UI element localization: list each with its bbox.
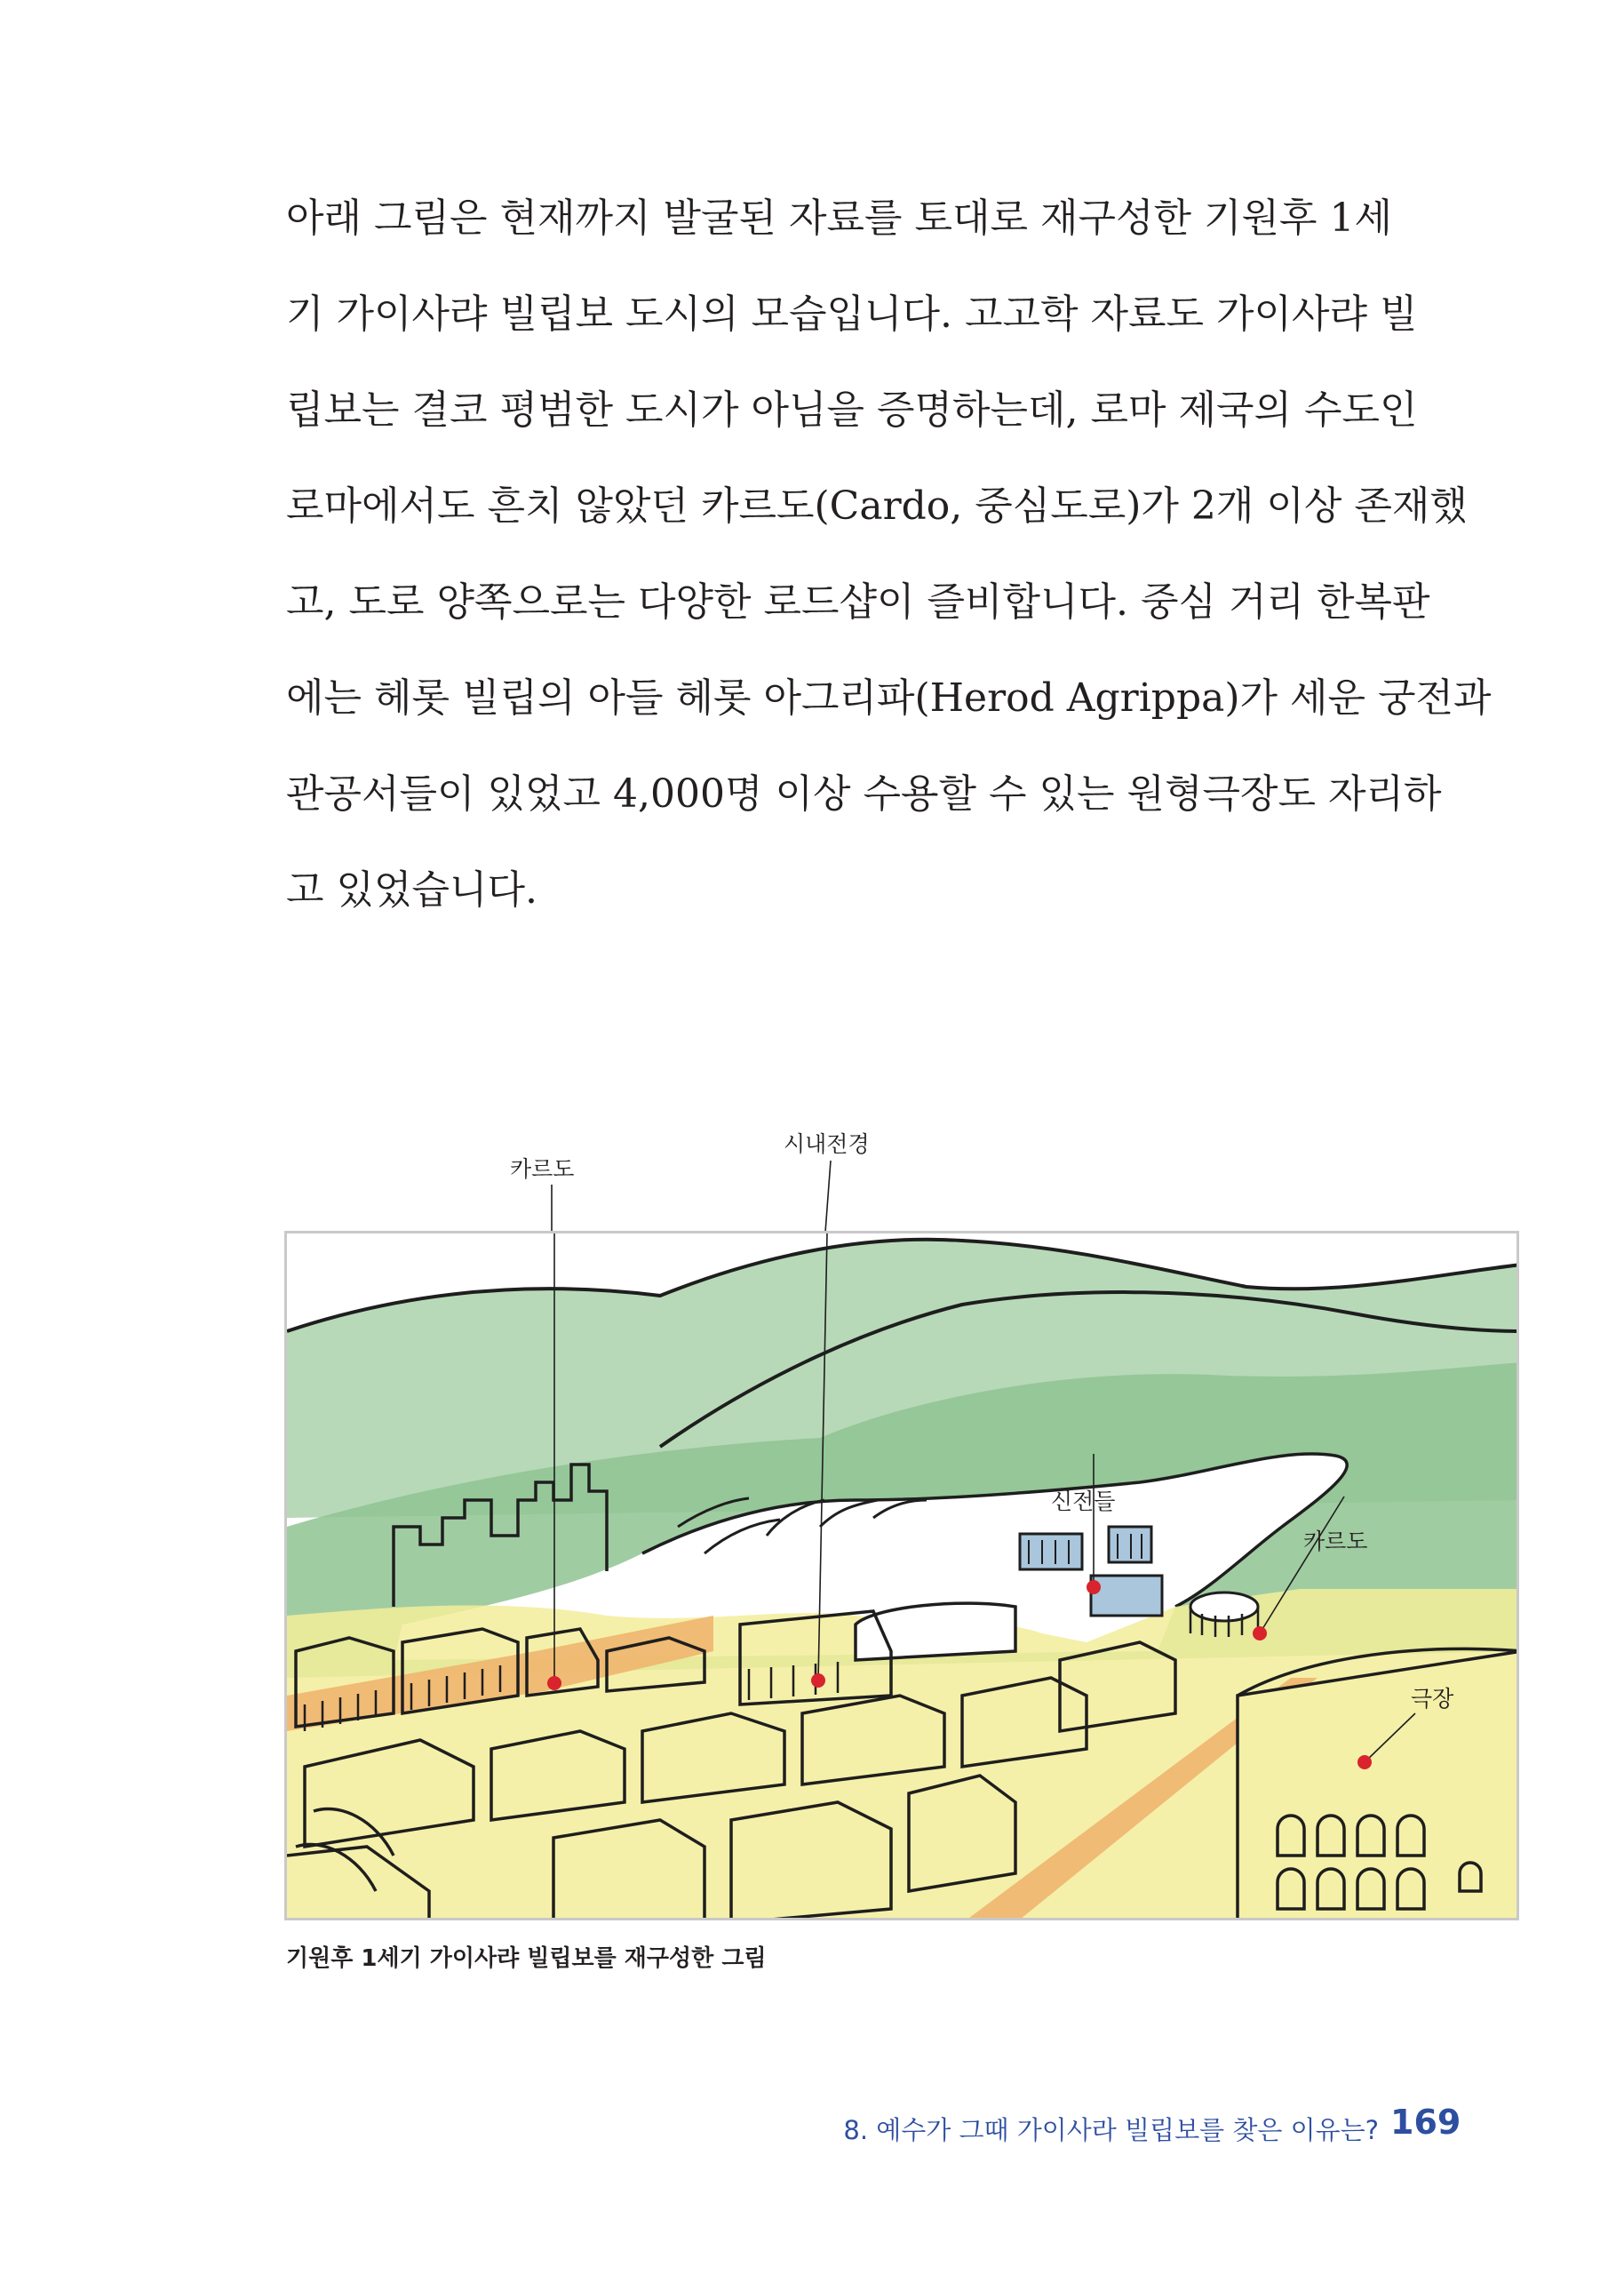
marker-theater xyxy=(1357,1755,1372,1769)
figure-caption: 기원후 1세기 가이사랴 빌립보를 재구성한 그림 xyxy=(286,1945,767,1972)
temple-3 xyxy=(1091,1576,1162,1616)
palace xyxy=(856,1603,1015,1660)
body-line: 기 가이사랴 빌립보 도시의 모습입니다. 고고학 자료도 가이사랴 빌 xyxy=(286,291,1418,337)
label-cardo-right: 카르도 xyxy=(1303,1529,1368,1554)
running-footer-title: 8. 예수가 그때 가이사라 빌립보를 찾은 이유는? xyxy=(843,2115,1379,2145)
theater xyxy=(1238,1651,1519,1920)
marker-cardo-right xyxy=(1253,1626,1267,1640)
label-cardo-left: 카르도 xyxy=(510,1156,575,1182)
body-line: 립보는 결코 평범한 도시가 아님을 증명하는데, 로마 제국의 수도인 xyxy=(286,387,1418,433)
page-number: 169 xyxy=(1390,2103,1461,2142)
body-line: 고, 도로 양쪽으로는 다양한 로드샵이 즐비합니다. 중심 거리 한복판 xyxy=(286,579,1430,625)
label-city-center: 시내전경 xyxy=(784,1131,870,1157)
marker-cardo-left xyxy=(547,1676,561,1690)
body-line: 로마에서도 흔치 않았던 카르도(Cardo, 중심도로)가 2개 이상 존재했 xyxy=(286,483,1468,529)
body-line: 고 있었습니다. xyxy=(286,867,537,913)
round-building xyxy=(1190,1592,1258,1621)
body-line: 관공서들이 있었고 4,000명 이상 수용할 수 있는 원형극장도 자리하 xyxy=(286,771,1442,817)
body-line: 아래 그림은 현재까지 발굴된 자료를 토대로 재구성한 기원후 1세 xyxy=(286,196,1392,241)
body-line: 에는 헤롯 빌립의 아들 헤롯 아그리파(Herod Agrippa)가 세운 궁전과 xyxy=(286,675,1492,721)
label-theater: 극장 xyxy=(1411,1686,1454,1712)
marker-city-center xyxy=(811,1673,825,1688)
label-temples: 신전들 xyxy=(1051,1489,1116,1514)
city-illustration xyxy=(284,1231,1519,1920)
marker-temples xyxy=(1087,1580,1101,1594)
